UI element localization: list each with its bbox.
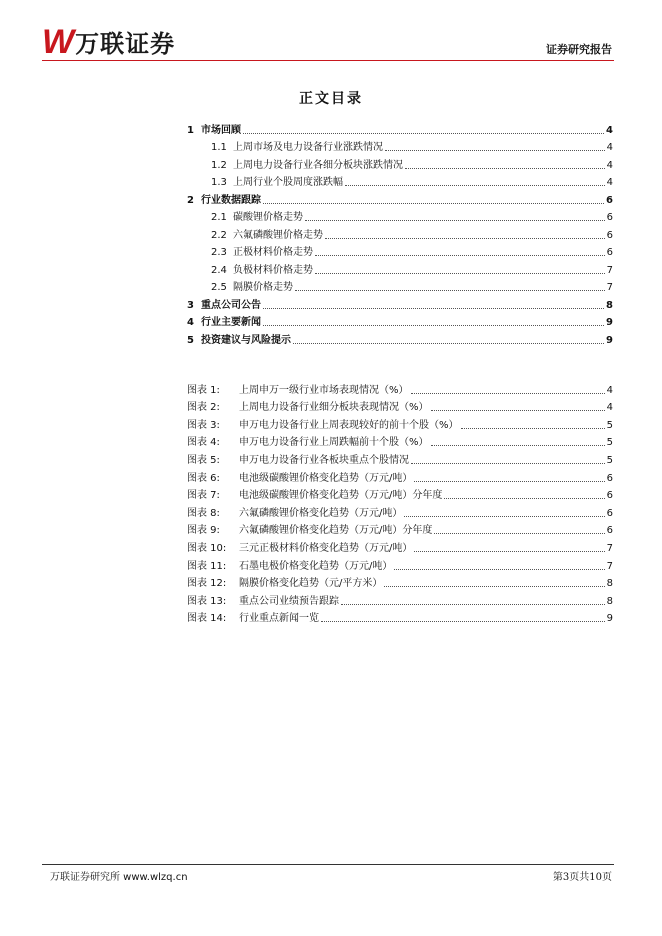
figure-entry[interactable]: [187, 555, 613, 573]
toc-entry[interactable]: [187, 137, 613, 155]
figure-entry-title: 上周申万一级行业市场表现情况（%）: [239, 384, 409, 396]
figure-entry-label: 图表 10:: [187, 542, 227, 554]
toc-entry-number: 2.3: [211, 247, 227, 258]
figure-entry-label: 图表 3:: [187, 419, 220, 431]
footer-divider: [42, 864, 614, 865]
toc-entry-label: 六氟磷酸锂价格走势: [233, 229, 323, 241]
figure-entry-page: 4: [606, 402, 613, 414]
figure-entry-label: 图表 6:: [187, 472, 220, 484]
figure-entry-label: 图表 8:: [187, 507, 220, 519]
toc-entry-number: 2: [187, 194, 194, 206]
toc-entry[interactable]: [187, 242, 613, 260]
figure-entry[interactable]: [187, 520, 613, 538]
figure-entry[interactable]: [187, 608, 613, 626]
dot-leader: [411, 463, 605, 464]
dot-leader: [293, 343, 604, 344]
dot-leader: [431, 410, 605, 411]
dot-leader: [414, 481, 604, 482]
dot-leader: [431, 445, 605, 446]
toc-entry-number: 1.2: [211, 159, 227, 171]
toc-entry-page: 8: [606, 299, 613, 311]
figure-entry[interactable]: [187, 432, 613, 450]
toc-entry-page: 4: [606, 124, 613, 136]
toc-entry-label: 重点公司公告: [201, 299, 261, 311]
figure-entry-title: 上周电力设备行业细分板块表现情况（%）: [239, 402, 429, 414]
toc-entry[interactable]: [187, 154, 613, 172]
dot-leader: [305, 220, 605, 221]
toc-entry-page: 6: [606, 212, 613, 223]
figure-entry-title: 电池级碳酸锂价格变化趋势（万元/吨）: [239, 472, 413, 484]
figure-entry-label: 图表 11:: [187, 560, 227, 572]
figure-entry-page: 6: [606, 507, 613, 519]
toc-entry-page: 4: [606, 159, 613, 171]
dot-leader: [434, 533, 604, 534]
toc-entry[interactable]: [187, 259, 613, 277]
dot-leader: [341, 604, 605, 605]
figure-entry[interactable]: [187, 379, 613, 397]
footer-source: 万联证券研究所 www.wlzq.cn: [50, 872, 188, 883]
dot-leader: [444, 498, 604, 499]
toc-entry-label: 上周电力设备行业各细分板块涨跌情况: [233, 159, 403, 171]
toc-entry[interactable]: [187, 329, 613, 347]
figure-entry-title: 电池级碳酸锂价格变化趋势（万元/吨）分年度: [239, 490, 443, 502]
toc-entry-number: 3: [187, 299, 194, 311]
figure-entry-label: 图表 7:: [187, 490, 220, 502]
dot-leader: [295, 290, 605, 291]
figure-entry-label: 图表 14:: [187, 613, 227, 625]
toc-entry-page: 9: [606, 334, 613, 346]
dot-leader: [263, 325, 604, 326]
toc-entry[interactable]: [187, 172, 613, 190]
toc-entry-page: 4: [606, 177, 613, 188]
toc-entry[interactable]: [187, 294, 613, 312]
toc-entry-number: 2.1: [211, 212, 227, 223]
figure-entry-page: 8: [606, 578, 613, 590]
toc-title: 正文目录: [299, 91, 363, 107]
toc-entry-number: 2.4: [211, 264, 227, 276]
figure-entry-label: 图表 4:: [187, 437, 220, 449]
toc-entry-page: 9: [606, 317, 613, 328]
toc-entry-label: 行业数据跟踪: [201, 194, 261, 206]
dot-leader: [394, 569, 604, 570]
figure-entry[interactable]: [187, 414, 613, 432]
toc-entry-number: 5: [187, 334, 194, 346]
dot-leader: [405, 168, 605, 169]
dot-leader: [411, 393, 605, 394]
logo-mark: W: [42, 22, 73, 61]
table-of-contents: [187, 119, 613, 347]
footer-page-number: 第3页共10页: [552, 872, 612, 883]
figure-entry-label: 图表 1:: [187, 384, 220, 396]
dot-leader: [345, 185, 605, 186]
figure-entry-title: 申万电力设备行业上周表现较好的前十个股（%）: [239, 419, 459, 431]
figure-entry[interactable]: [187, 502, 613, 520]
toc-entry-page: 6: [606, 229, 613, 241]
toc-entry-number: 1.3: [211, 177, 227, 188]
figure-entry-page: 8: [606, 595, 613, 607]
toc-entry[interactable]: [187, 224, 613, 242]
dot-leader: [315, 273, 605, 274]
figure-entry-label: 图表 2:: [187, 402, 220, 414]
toc-entry[interactable]: [187, 207, 613, 225]
toc-entry-label: 隔膜价格走势: [233, 282, 293, 293]
figure-entry-title: 六氟磷酸锂价格变化趋势（万元/吨）: [239, 507, 403, 519]
toc-entry-label: 上周行业个股周度涨跌幅: [233, 177, 343, 188]
page-header: [0, 0, 662, 70]
toc-entry[interactable]: [187, 119, 613, 137]
figure-entry[interactable]: [187, 467, 613, 485]
dot-leader: [461, 428, 605, 429]
header-divider: [42, 60, 614, 61]
figure-entry-label: 图表 13:: [187, 595, 227, 607]
figure-entry-page: 9: [606, 613, 613, 625]
dot-leader: [404, 516, 604, 517]
figure-entry-title: 石墨电极价格变化趋势（万元/吨）: [239, 560, 393, 572]
figure-entry-page: 6: [606, 525, 613, 537]
figure-entry[interactable]: [187, 590, 613, 608]
dot-leader: [315, 255, 605, 256]
company-logo: [42, 24, 175, 59]
toc-entry[interactable]: [187, 277, 613, 295]
toc-entry-label: 负极材料价格走势: [233, 264, 313, 276]
figure-entry-title: 重点公司业绩预告跟踪: [239, 595, 339, 607]
toc-entry-label: 投资建议与风险提示: [201, 334, 291, 346]
toc-entry-page: 7: [606, 264, 613, 276]
toc-entry-number: 1: [187, 124, 194, 136]
dot-leader: [385, 150, 605, 151]
figure-entry-page: 4: [606, 384, 613, 396]
toc-entry-label: 行业主要新闻: [201, 317, 261, 328]
toc-entry[interactable]: [187, 189, 613, 207]
toc-entry-number: 1.1: [211, 142, 227, 153]
figure-entry-page: 5: [606, 454, 613, 466]
toc-entry-page: 6: [606, 247, 613, 258]
figure-entry-title: 三元正极材料价格变化趋势（万元/吨）: [239, 542, 413, 554]
figure-entry-label: 图表 5:: [187, 454, 220, 466]
figure-entry-title: 申万电力设备行业各板块重点个股情况: [239, 454, 409, 466]
toc-entry-number: 2.5: [211, 282, 227, 293]
figure-entry-title: 隔膜价格变化趋势（元/平方米）: [239, 578, 383, 590]
logo-text: 万联证券: [75, 30, 176, 58]
report-type-label: 证券研究报告: [546, 43, 612, 56]
figure-entry-title: 六氟磷酸锂价格变化趋势（万元/吨）分年度: [239, 525, 433, 537]
figure-entry-label: 图表 9:: [187, 525, 220, 537]
toc-entry-label: 正极材料价格走势: [233, 247, 313, 258]
toc-entry-page: 4: [606, 142, 613, 153]
toc-entry[interactable]: [187, 312, 613, 330]
figure-entry[interactable]: [187, 573, 613, 591]
figure-list: [187, 379, 613, 625]
dot-leader: [384, 586, 604, 587]
dot-leader: [414, 551, 604, 552]
toc-entry-number: 2.2: [211, 229, 227, 241]
figure-entry[interactable]: [187, 485, 613, 503]
toc-entry-page: 7: [606, 282, 613, 293]
figure-entry-page: 5: [606, 419, 613, 431]
figure-entry-page: 5: [606, 437, 613, 449]
figure-entry[interactable]: [187, 537, 613, 555]
figure-entry-title: 申万电力设备行业上周跌幅前十个股（%）: [239, 437, 429, 449]
dot-leader: [263, 203, 604, 204]
toc-entry-label: 市场回顾: [201, 124, 241, 136]
figure-entry-title: 行业重点新闻一览: [239, 613, 319, 625]
dot-leader: [325, 238, 605, 239]
figure-entry-page: 7: [606, 560, 613, 572]
dot-leader: [243, 133, 604, 134]
toc-entry-label: 上周市场及电力设备行业涨跌情况: [233, 142, 383, 153]
toc-entry-number: 4: [187, 317, 194, 328]
figure-entry-page: 7: [606, 542, 613, 554]
figure-entry[interactable]: [187, 449, 613, 467]
dot-leader: [263, 308, 604, 309]
figure-entry-label: 图表 12:: [187, 578, 227, 590]
dot-leader: [321, 621, 605, 622]
toc-entry-label: 碳酸锂价格走势: [233, 212, 303, 223]
figure-entry-page: 6: [606, 490, 613, 502]
figure-entry-page: 6: [606, 472, 613, 484]
figure-entry[interactable]: [187, 397, 613, 415]
toc-entry-page: 6: [606, 194, 613, 206]
